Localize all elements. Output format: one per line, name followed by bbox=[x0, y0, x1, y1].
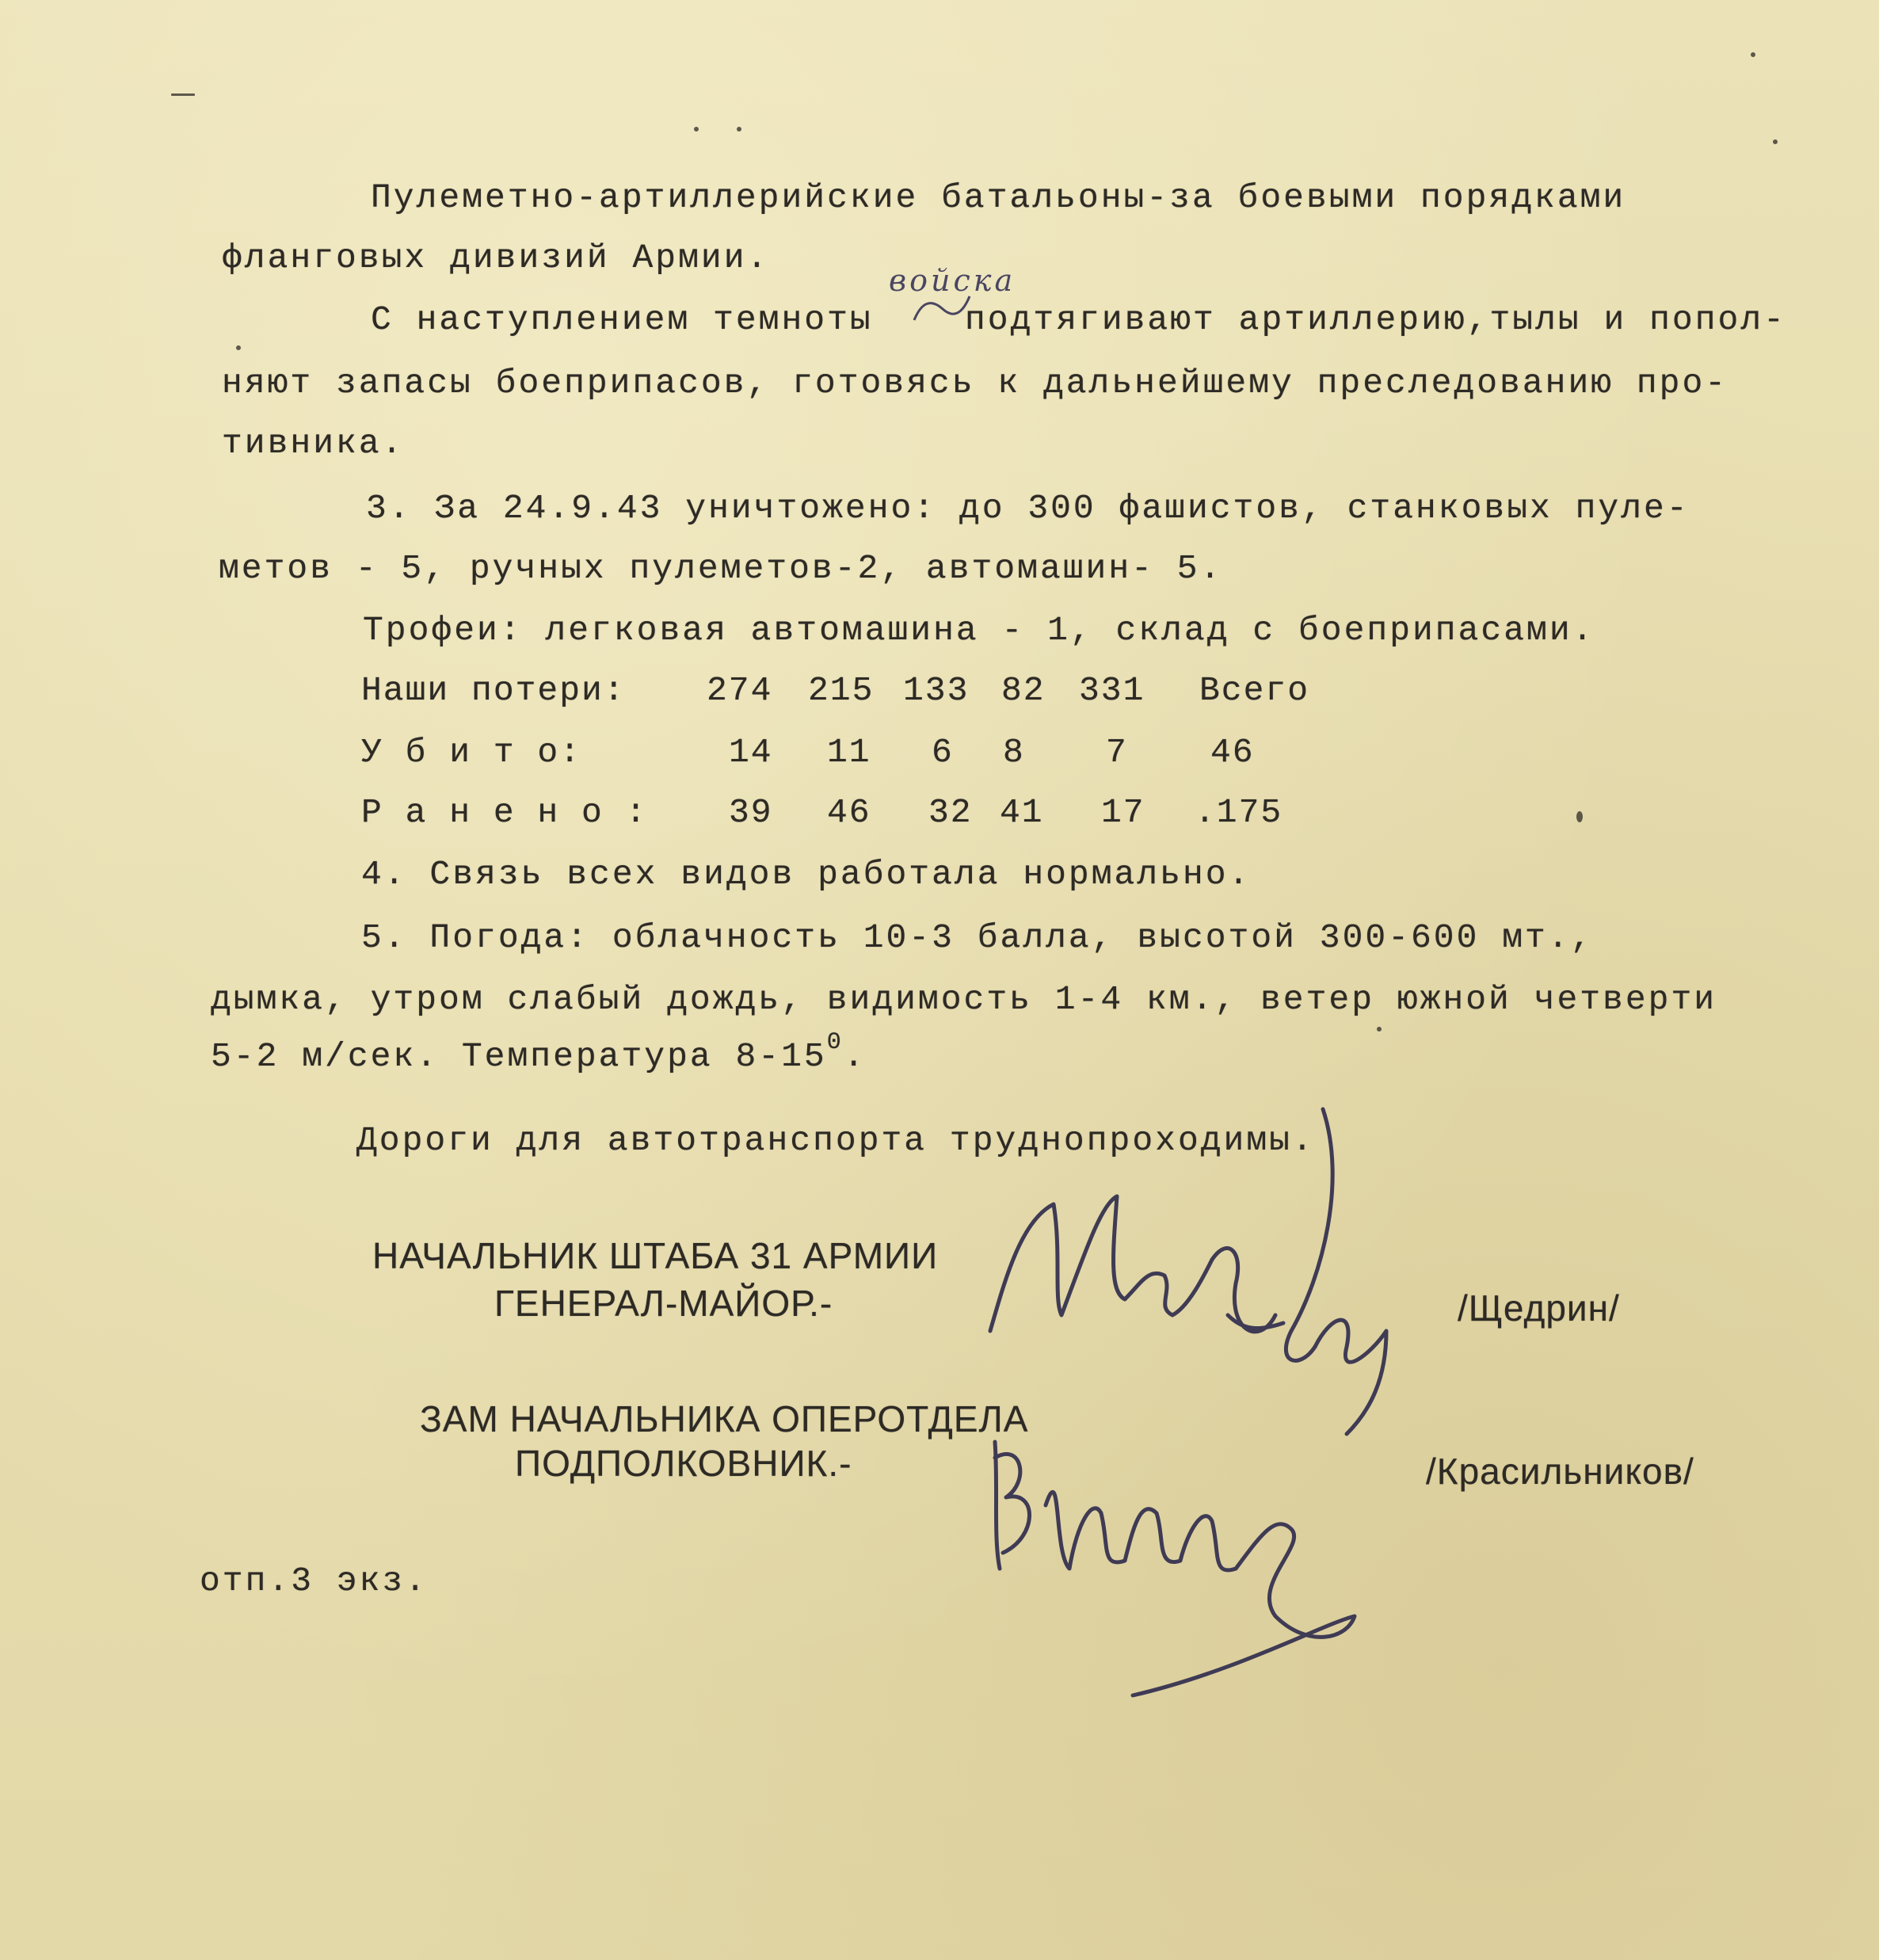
deputy-title-line-2: ПОДПОЛКОВНИК.- bbox=[515, 1443, 852, 1484]
paragraph-1-line-1: Пулеметно-артиллерийские батальоны-за боевыми порядками bbox=[371, 178, 1626, 217]
losses-column-header: 331 bbox=[1079, 671, 1145, 710]
losses-cell: 41 bbox=[1000, 793, 1044, 832]
chief-name: /Щедрин/ bbox=[1458, 1287, 1620, 1329]
deputy-title-line-1: ЗАМ НАЧАЛЬНИКА ОПЕРОТДЕЛА bbox=[420, 1398, 1029, 1439]
paper-speck bbox=[1751, 52, 1755, 57]
paragraph-5-line-3-end: . bbox=[843, 1037, 867, 1076]
paper-speck bbox=[694, 127, 699, 132]
footer-note: отп.3 экз. bbox=[200, 1562, 429, 1600]
paragraph-2-line-3: тивника. bbox=[222, 424, 405, 463]
paper-speck bbox=[236, 345, 241, 350]
paragraph-2-line-2: няют запасы боеприпасов, готовясь к дальнейшему преследованию про- bbox=[222, 364, 1728, 402]
losses-column-header: 215 bbox=[808, 671, 875, 710]
losses-column-header: 82 bbox=[1001, 671, 1046, 710]
losses-row-label: У б и т о: bbox=[361, 733, 582, 772]
paper-speck bbox=[1576, 811, 1583, 822]
paragraph-5-line-1: 5. Погода: облачность 10-3 балла, высотой 300-600 мт., bbox=[361, 918, 1594, 957]
deputy-signature bbox=[974, 1410, 1418, 1664]
chief-signature bbox=[974, 1093, 1418, 1442]
losses-cell: 8 bbox=[1003, 733, 1025, 772]
trophies-line: Трофеи: легковая автомашина - 1, склад с боеприпасами. bbox=[363, 611, 1595, 650]
losses-cell: 7 bbox=[1106, 733, 1128, 772]
losses-cell: 39 bbox=[729, 793, 773, 832]
losses-header-label: Наши потери: bbox=[361, 671, 626, 710]
losses-cell: 11 bbox=[827, 733, 871, 772]
losses-row-label: Р а н е н о : bbox=[361, 793, 648, 832]
handwritten-insert: войска bbox=[889, 263, 1016, 298]
paragraph-5-line-3-text: 5-2 м/сек. Температура 8-15 bbox=[211, 1037, 827, 1076]
roads-line: Дороги для автотранспорта труднопроходимы. bbox=[356, 1121, 1315, 1160]
chief-title-line-2: ГЕНЕРАЛ-МАЙОР.- bbox=[494, 1283, 833, 1324]
losses-cell: 46 bbox=[827, 793, 871, 832]
deputy-name: /Красильников/ bbox=[1426, 1451, 1694, 1492]
paragraph-5-line-3 bbox=[211, 1029, 867, 1076]
losses-cell: 14 bbox=[729, 733, 773, 772]
paragraph-4: 4. Связь всех видов работала нормально. bbox=[361, 855, 1252, 894]
paper-speck bbox=[737, 127, 741, 132]
losses-column-header: 133 bbox=[903, 671, 970, 710]
paragraph-3-line-2: метов - 5, ручных пулеметов-2, автомашин- 5. bbox=[219, 549, 1223, 588]
losses-cell: 46 bbox=[1210, 733, 1255, 772]
chief-title-line-1: НАЧАЛЬНИК ШТАБА 31 АРМИИ bbox=[372, 1235, 939, 1276]
losses-cell: 17 bbox=[1101, 793, 1145, 832]
losses-cell: .175 bbox=[1195, 793, 1283, 832]
paper-speck bbox=[1377, 1027, 1382, 1031]
degree-superscript: 0 bbox=[826, 1029, 844, 1056]
paragraph-1-line-2: фланговых дивизий Армии. bbox=[222, 238, 770, 277]
paper-speck bbox=[171, 93, 195, 96]
paragraph-5-line-2: дымка, утром слабый дождь, видимость 1-4 км., ветер южной четверти bbox=[211, 980, 1717, 1019]
paragraph-2-line-1a: С наступлением темноты bbox=[371, 300, 873, 339]
losses-column-header: 274 bbox=[707, 671, 773, 710]
paper-speck bbox=[1773, 139, 1778, 144]
paragraph-3-line-1: 3. За 24.9.43 уничтожено: до 300 фашистов, станковых пуле- bbox=[366, 489, 1690, 528]
paragraph-2-line-1b: подтягивают артиллерию,тылы и попол- bbox=[965, 300, 1786, 339]
losses-cell: 6 bbox=[932, 733, 954, 772]
losses-column-header: Всего bbox=[1199, 671, 1310, 710]
losses-cell: 32 bbox=[928, 793, 973, 832]
